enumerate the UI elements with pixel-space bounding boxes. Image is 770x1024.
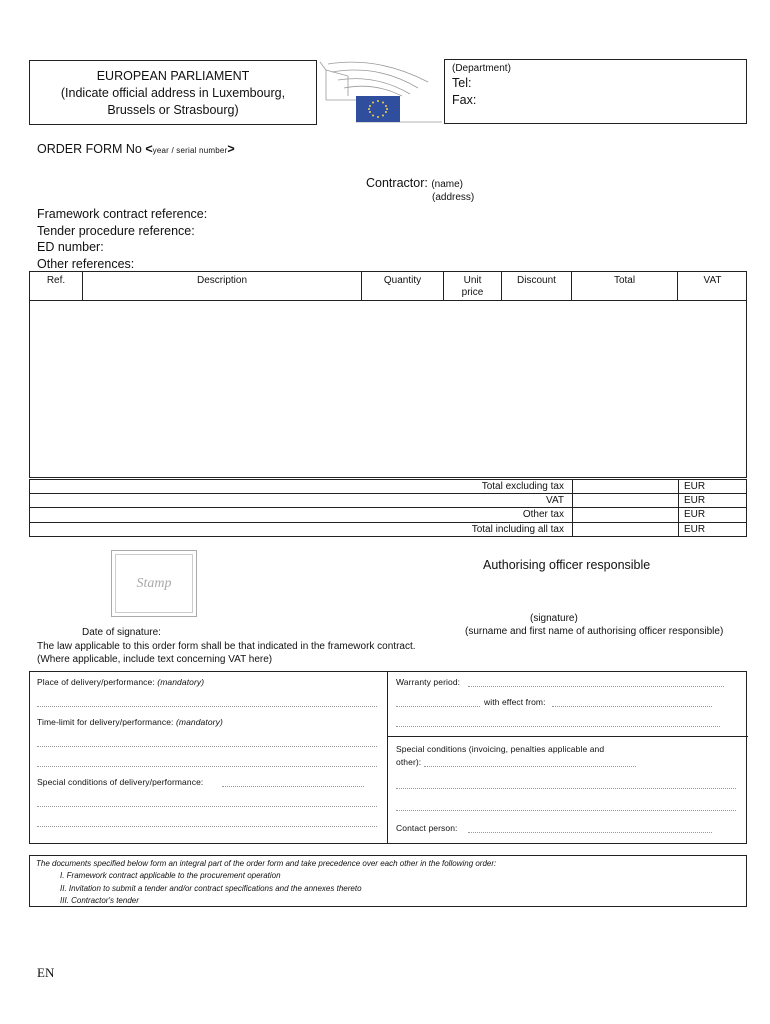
- total-label: Total including all tax: [471, 523, 564, 535]
- total-row: [29, 494, 747, 509]
- col-quantity: Quantity: [362, 272, 444, 301]
- total-currency: EUR: [684, 481, 706, 492]
- institution-name: EUROPEAN PARLIAMENT: [96, 69, 250, 83]
- conditions-box: [29, 671, 747, 844]
- tel-label: Tel:: [452, 76, 472, 90]
- eu-flag-icon: [356, 96, 400, 122]
- col-vat: VAT: [703, 275, 722, 286]
- european-parliament-logo: [318, 60, 444, 124]
- language-code: EN: [37, 965, 55, 980]
- contractor-line: [366, 176, 463, 190]
- framework-contract-ref: Framework contract reference:: [37, 207, 208, 221]
- special-conditions: Special conditions (invoicing, penalties applicable and other):: [396, 744, 605, 767]
- col-description: Description: [83, 272, 362, 301]
- officer-name-label: (surname and first name of authorising officer responsible): [465, 626, 724, 637]
- contractor-label: Contractor:: [366, 176, 428, 190]
- date-of-signature: Date of signature:: [82, 627, 161, 638]
- total-row: [29, 479, 747, 494]
- signature-label: (signature): [530, 613, 578, 624]
- total-label: Other tax: [522, 509, 564, 520]
- stamp-label: Stamp: [115, 554, 193, 613]
- address-hint-line1: (Indicate official address in Luxembourg,: [60, 86, 286, 100]
- document-item: II. Invitation to submit a tender and/or contract specifications and the annexes thereto: [60, 883, 362, 893]
- total-currency: EUR: [684, 523, 706, 535]
- warranty-period: Warranty period:: [396, 677, 461, 687]
- total-label: VAT: [546, 494, 564, 506]
- total-currency: EUR: [684, 509, 706, 520]
- law-line1: The law applicable to this order form shall be that indicated in the framework contract.: [37, 641, 416, 652]
- tender-procedure-ref: Tender procedure reference:: [37, 223, 195, 238]
- applicable-law: [37, 640, 416, 666]
- items-table: [29, 271, 747, 478]
- department-box: [444, 59, 747, 124]
- document-item: III. Contractor's tender: [60, 895, 139, 905]
- total-row: [29, 523, 747, 538]
- total-row: [29, 508, 747, 523]
- order-form-label: ORDER FORM No: [37, 142, 142, 156]
- col-total: Total: [572, 272, 678, 301]
- other-references: Other references:: [37, 256, 135, 271]
- total-label: Total excluding tax: [481, 481, 564, 492]
- document-item: I. Framework contract applicable to the procurement operation: [60, 871, 281, 881]
- order-form-title: ORDER FORM No <year / serial number>: [37, 142, 235, 156]
- contractor-address: (address): [432, 192, 475, 203]
- stamp-box: [111, 550, 197, 617]
- ed-number: ED number:: [37, 240, 104, 254]
- law-line2: (Where applicable, include text concerning VAT here): [37, 654, 273, 665]
- contact-person: Contact person:: [396, 823, 458, 833]
- documents-precedence-box: [29, 855, 747, 907]
- col-ref: Ref.: [30, 272, 83, 301]
- col-unit-price: Unit price: [444, 272, 502, 301]
- contractor-name: (name): [431, 179, 464, 190]
- fax-label: Fax:: [452, 93, 477, 107]
- table-header-row: [30, 272, 746, 301]
- references-block: [37, 206, 207, 272]
- address-hint-line2: Brussels or Strasbourg): [107, 103, 239, 117]
- department-label: (Department): [452, 63, 511, 74]
- time-limit: Time-limit for delivery/performance: (mandatory): [37, 717, 223, 727]
- documents-intro: The documents specified below form an integral part of the order form and take precedence over each other in the following order:: [36, 859, 497, 868]
- col-discount: Discount: [502, 272, 572, 301]
- special-delivery-conditions: Special conditions of delivery/performance:: [37, 777, 204, 787]
- serial-number-placeholder: year / serial number: [152, 146, 228, 155]
- institution-address-box: [29, 60, 317, 125]
- authorising-officer-title: Authorising officer responsible: [483, 558, 651, 572]
- total-currency: EUR: [684, 494, 706, 506]
- effect-from: with effect from:: [484, 697, 546, 707]
- totals-block: [29, 479, 747, 537]
- place-of-delivery: Place of delivery/performance: (mandatory): [37, 677, 205, 687]
